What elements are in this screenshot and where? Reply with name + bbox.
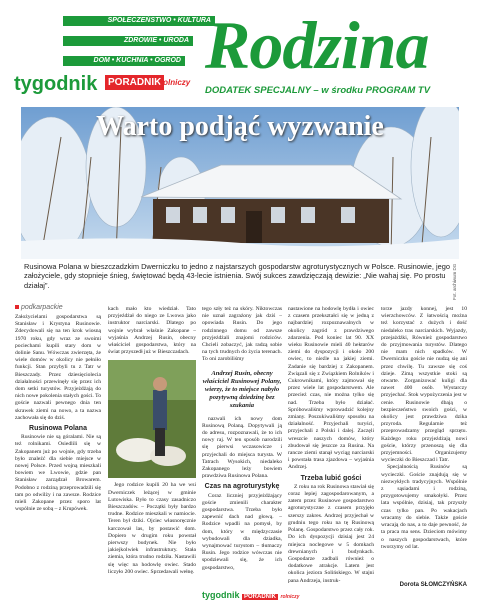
column-3-text: tego szły też na skóry. Niktowczas nie uznał zagrażony jak dziś – opowiada Rusin. Do jego rodzinnego domu od zawsze przyjeżdżali znajomi rodziców. Chcieli zobaczyć, jak radzą sobie na tych trudnych do życia terenach. To oni zarobiliśmy [202, 306, 282, 363]
column-3c-text: Coraz liczniej przyjeżdżający goście zmienili charakter gospodarstwa. Trzeba było zapewnić dach nad głową. – Rodzice wpadli na pomysł, by dom, który w międzyczasie wybudowali dla dziadka, wynajmować turystom – tłumaczy Rusin. Jego rodzice wówczas nie spodziewali się, że ich gospodarstwo, [202, 492, 282, 571]
column-2-text: kach mało kto wiedział. Tato przyjeżdżał do niego ze Lwowa jako instruktor narciarski. Dlatego po wojnie wybrał właśnie Zakopane – wyjaśnia Andrzej Rusin, obecny właściciel gospodarstwa, który na świat przyszedł już w Bieszczadach. [108, 306, 196, 356]
column-4 [288, 306, 374, 594]
masthead-subtitle: DODATEK SPECJALNY – w środku PROGRAM TV [205, 85, 431, 96]
masthead-tag-3: DOM • KUCHNIA • OGRÓD [63, 56, 185, 66]
brand-poradnik: PORADNIK [105, 75, 164, 90]
hero-photo [21, 107, 459, 259]
section-marker-icon [15, 305, 19, 309]
column-4b-text: Z roku na rok Rusinowa stawiał się coraz lepiej zagospodarowanym, a zatem przez Rusinowe gospodarstwo agroturystyczne z czasem przyjęło szerszy zakres. Andrzej przyjechał w grudniu tego roku na tę Rusinową Polanę. Gospodarstwo przez cały rok. Do ich dyspozycji dzisiaj jest 24 miejsca noclegowe w 5 domkach drewnianych i budynkach. Gospodarze zadbali również o dodatkowe atrakcje. Latem jest okolica jeziora Solińskiego. W stajni pana Andrzeja, instruk- [288, 483, 374, 584]
masthead-title: Rodzina [205, 7, 429, 83]
footer-tygodnik: tygodnik [202, 590, 240, 600]
column-3b-text: nazwali ich nowy dom Rusinową Polaną. Dopytywali ją do adresu, rozpoznawali, że to ich nowy raj. W ten sposób narodzili się pierwsi wczasowicze i przyjechali do miejsca turysta. W Tatrach Wysokich, niedaleko Zakopanego leży bowiem prawdziwa Rusinowa Polana. [202, 415, 282, 480]
brand-tygodnik: tygodnik [14, 73, 98, 95]
author-signature: Dorota SŁOMCZYŃSKA [399, 582, 467, 588]
column-1-text: Założycielami gospodarstwa są Stanisław i Krystyna Rusinowie. Zdecydowali się na ten krok wiosną 1970 roku, gdy wraz ze swoimi pociechami kupili stary dom w dolinie Sanu. Wówczas zwierzęta, że wiele domów w okolicy nie pełniło funkcji. Stan przybyli tu z Tatr w Bieszczady. Przez dziesięciolecia działalności przewinęły się przez ich dom setki turystów. Przyjeżdżają do nich nowe pokolenia stałych gości. To goście nazwali pewnego dnia ten skrawek ziemi na nowo, a ta nazwa zachowała się do dziś. [15, 314, 101, 421]
column-5 [381, 306, 467, 582]
column-2b-text: Jego rodzice kupili 20 ha we wsi Dwerniczek leżącej w gminie Lutowiska. Było to czasy zasadniczo Bieszczadów. – Początki były bardzo trudne. Rodzice mieszkali w namiocie. Teren był dziki. Ojciec własnoręcznie karczował las, by postawić dom. Dopiero w drugim roku powstał pierwszy budynek. Nie było jakiejkolwiek infrastruktury. Stała ziemia, która trudno rodziła. Nastawili się więc na hodowlę owiec. Stado liczyło 200 owiec. Sprzedawali wełnę. [108, 482, 196, 575]
masthead-tag-1: SPOŁECZEŃSTWO • KULTURA [63, 16, 215, 26]
footer-brand [202, 590, 299, 602]
section-label: podkarpackie [15, 304, 63, 311]
footer-poradnik: PORADNIK [244, 594, 277, 600]
photo-caption: Rusinowa Polana w bieszczadzkim Dwerniczku to jedno z najstarszych gospodarstw agroturystycznych w Polsce. Rusinowie, jego założyciele, gdy stopnieje śnieg, świętować będą 43-lecie istnienia. Swój sukces zawdzięczają dewizie: „Nie wahaj się. Po prostu działaj”. [24, 262, 450, 290]
column-1 [15, 314, 101, 594]
column-2 [108, 306, 196, 594]
photo-credit: Fot. archiwum DG [452, 263, 457, 300]
column-5-text: torze jazdy konnej, jest 10 wierzchowców. Z łatwością można też korzystać z dużych i dość niedaleko tras narciarskich. Wyjazdy, przejażdżki, Również gospodarstwo do przyjmowania turystów. Dlatego nie mam nich spadków. W Dwerniczku goście nie nudzą się ani przez chwilę. Tu zawsze się coś dzieje. Zimą wszystkie stoki są otwarte. Zorganizować kuligi dla nawet 400 osób. Wystarczy przyjechać. Stok wypożyczenia jest w cenie. Rusinowie dbają o bezpieczeństwo swoich gości, w okolicy jest prawdziwa dzika przyroda. Regularnie też przeprowadzamy przegląd sprzętu. Każdego roku przyjeżdżają nowi goście, którzy przenoszą się dla przyjemności. Organizujemy wycieczki do Bieszczad i Tatr. [381, 306, 467, 464]
column-4-text: nastawione na hodowlę bydła i owiec z czasem przekształci się w jedną z najbardziej rozpoznawalnych w okolicy zagród z prawdziwego zdarzenia. Pod koniec lat 90. XX wieku Rusinowie mieli 40 hektarów ziemi do dyspozycji i około 200 owiec, to nieźle na jakiej ziemi. Zadanie się bardziej z Zakopanem. Związali się z Związkiem Rolników i Cukrownikami, który zajmował się przez wiele lat gospodarstwem. Ale przecież czas, nie można tylko się nad. Trzeba było działać. Spróbowaliśmy wprowadzić kolejny zmiany. Poszukiwaliśmy sposobu na działalność. Przyjechali turyści, przyjechali z Polski i dalej. Zaczęli wreszcie naszych domów, który zbudował się jeszcze za Rusina. Na rancze ziemi stanął wyciąg narciarski i powstała trasa zjazdowa – wyjaśnia Andrzej. [288, 306, 374, 471]
subhead-trzeba-lubic-gosci: Trzeba lubić gości [300, 474, 362, 482]
masthead-tag-2: ZDROWIE • URODA [63, 36, 193, 46]
column-5b-text: Specjalnością Rusinów są wycieczki. Goście znajdują się w niezwykłych tradycyjnych. Wspólnie z sąsiadami i rodziną, przygotowujemy smakołyki. Przez lata wspólnie, dzisiaj, tak przyszły czas tylko pan. Po wakacjach wracamy do siebie. Także goście wracają do nas, a to daje pewność, że ta praca ma sens. Dzieciom mówimy o naszych gospodarstwach, które tworzymy od lat. [381, 464, 467, 550]
man-with-sheep-photo [108, 360, 196, 478]
subhead-rusinowa-polana: Rusinowa Polana [29, 425, 87, 433]
article-headline: Warto podjąć wyzwanie [96, 111, 384, 142]
column-1b-text: Rusinowie nie są góralami. Nie są też rolnikami. Osiedlili się w Zakopanem już po wojnie, gdy trzeba było znaleźć dla siebie miejsce w nowej Polsce. Przed wojną mieszkali bowiem we Lwowie, gdzie pan Stanisław zarządzał Browarem. Podobno z rodziną przeprowadzili się tam po odwilży i na zawsze. Rodzice mieli Zakopane przez sporo lat wspólnie ze sobą – z Krupówek. [15, 434, 101, 513]
subhead-czas-na-agroturystyke: Czas na agroturystykę [204, 483, 280, 491]
pull-quote: Andrzej Rusin, obecny właściciel Rusinowej Polany, wierzy, że to miejsce nabyło pozytywną dziedzinę bez szukania [202, 369, 282, 409]
column-3 [202, 306, 282, 594]
brand-rolniczy: rolniczy [160, 78, 191, 87]
footer-rolniczy: rolniczy [280, 594, 300, 600]
